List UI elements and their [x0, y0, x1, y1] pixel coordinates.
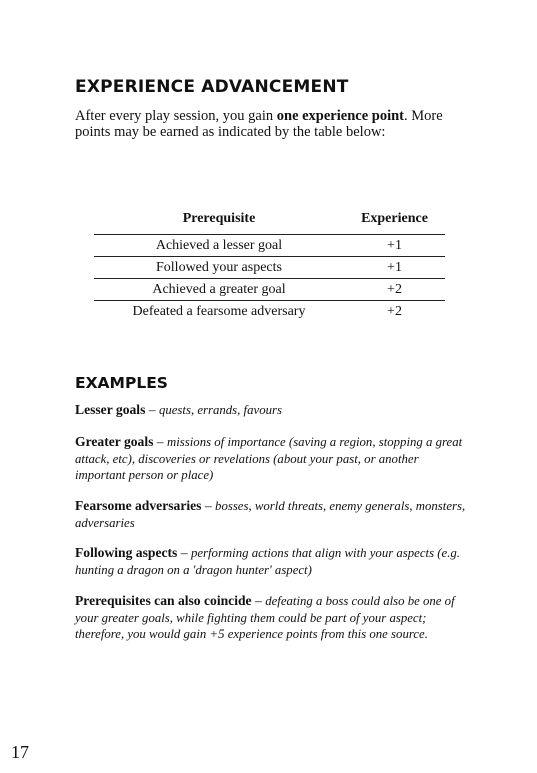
example-term: Fearsome adversaries — [75, 498, 202, 513]
example-prerequisites-coincide — [75, 593, 467, 643]
example-description: bosses, world threats, enemy generals, monsters, adversaries — [75, 499, 466, 530]
example-dash: – — [145, 402, 159, 417]
intro-text-after: . More points may be earned as indicated by the table below: — [75, 108, 443, 140]
table-cell-experience: +1 — [344, 257, 445, 279]
table-cell-experience: +2 — [344, 279, 445, 301]
example-term: Following aspects — [75, 545, 178, 560]
example-dash: – — [251, 593, 266, 608]
table-cell-experience: +2 — [387, 303, 402, 319]
intro-text-before: After every play session, you gain — [75, 108, 277, 124]
column-header-experience: Experience — [344, 210, 445, 235]
example-term: Greater goals — [75, 434, 154, 449]
example-dash: – — [201, 498, 216, 513]
example-description: missions of importance (saving a region, stopping a great attack, etc), discoveries or revelations (about your past, or another important person or place) — [75, 435, 463, 483]
example-greater-goals — [75, 434, 467, 484]
experience-table — [94, 210, 445, 322]
table-cell-prerequisite: Defeated a fearsome adversary — [132, 303, 306, 319]
column-header-prerequisite: Prerequisite — [94, 210, 344, 235]
table-cell-prerequisite: Achieved a greater goal — [94, 279, 344, 301]
table-row — [94, 279, 445, 301]
example-term: Lesser goals — [75, 402, 146, 417]
table-row — [94, 235, 445, 257]
example-term: Prerequisites can also coincide — [75, 593, 252, 608]
example-fearsome-adversaries — [75, 498, 467, 531]
example-description: quests, errands, favours — [158, 403, 282, 417]
example-dash: – — [177, 545, 191, 560]
example-dash: – — [153, 434, 167, 449]
example-following-aspects — [75, 545, 467, 578]
table-cell-prerequisite: Followed your aspects — [94, 257, 344, 279]
table-cell-experience: +1 — [344, 235, 445, 257]
example-description: performing actions that align with your aspects (e.g. hunting a dragon on a 'dragon hunter' aspect) — [75, 546, 461, 577]
examples-heading: EXAMPLES — [75, 374, 168, 392]
example-description: defeating a boss could also be one of your greater goals, while fighting them could be part of your aspect; therefore, you would gain +5 experience points from this one source. — [75, 594, 455, 642]
table-cell-prerequisite: Achieved a lesser goal — [94, 235, 344, 257]
intro-paragraph — [75, 108, 475, 140]
table-header-row — [94, 210, 445, 235]
example-lesser-goals — [75, 402, 467, 419]
section-heading: EXPERIENCE ADVANCEMENT — [75, 77, 349, 97]
table-row — [94, 257, 445, 279]
intro-text-bold: one experience point — [276, 108, 405, 124]
table-row — [94, 301, 445, 323]
page-number: 17 — [11, 742, 29, 762]
